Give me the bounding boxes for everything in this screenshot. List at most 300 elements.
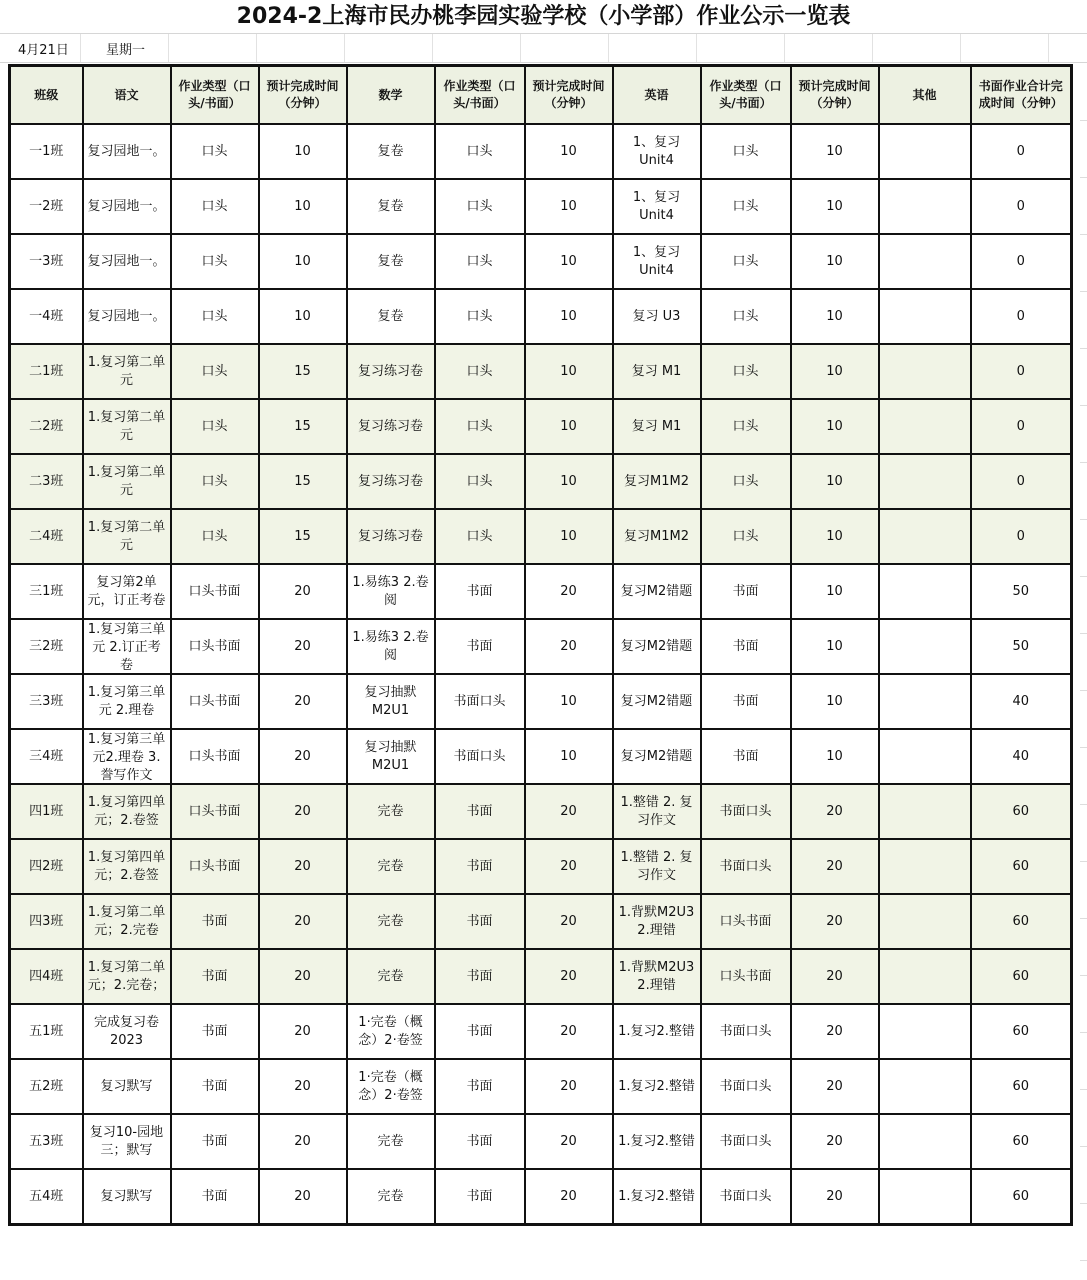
cell-chinese-type [171, 839, 259, 894]
cell-total-time [971, 839, 1072, 894]
cell-text: 1.背默M2U3 2.理错 [618, 904, 695, 938]
cell-text: 复习M2错题 [620, 583, 693, 599]
cell-chinese-type [171, 1004, 259, 1059]
header-english: 英语 [613, 66, 701, 125]
cell-math [347, 619, 435, 674]
cell-chinese [83, 564, 171, 619]
cell-chinese [83, 454, 171, 509]
date-bar [0, 33, 1087, 63]
cell-text: 口头 [732, 418, 759, 434]
cell-class [10, 509, 83, 564]
header-class: 班级 [10, 66, 83, 125]
sheet-grid-edge [1080, 64, 1087, 1264]
cell-english-type [701, 784, 791, 839]
cell-math [347, 894, 435, 949]
header-chinese: 语文 [83, 66, 171, 125]
cell-chinese-type [171, 619, 259, 674]
cell-english-time [791, 344, 879, 399]
cell-other [879, 564, 971, 619]
cell-text: 复卷 [377, 143, 404, 159]
cell-text: 书面 [466, 913, 493, 929]
cell-other [879, 454, 971, 509]
cell-text: 10 [826, 418, 843, 434]
cell-chinese-time [259, 949, 347, 1004]
cell-text: 三3班 [29, 693, 64, 709]
header-math: 数学 [347, 66, 435, 125]
cell-class [10, 619, 83, 674]
cell-text: 五3班 [29, 1133, 64, 1149]
cell-math-type [435, 784, 525, 839]
cell-math-type [435, 344, 525, 399]
cell-text: 三1班 [29, 583, 64, 599]
cell-text: 1、复习Unit4 [632, 244, 681, 278]
cell-text: 复习 U3 [632, 308, 681, 324]
cell-math-type [435, 1059, 525, 1114]
cell-text: 1.易练3 2.卷阅 [352, 629, 429, 663]
cell-math [347, 399, 435, 454]
cell-text: 口头 [732, 143, 759, 159]
cell-text: 1.复习第二单元 [87, 519, 166, 553]
cell-english [613, 619, 701, 674]
cell-chinese [83, 839, 171, 894]
table-row [10, 1059, 1072, 1114]
cell-text: 四2班 [29, 858, 64, 874]
cell-text: 60 [1012, 913, 1030, 929]
cell-math-type [435, 729, 525, 784]
cell-class [10, 1114, 83, 1169]
cell-text: 1.复习第二单元 [87, 464, 166, 498]
cell-text: 20 [560, 1078, 577, 1094]
date-label: 4月21日 [18, 43, 69, 58]
cell-math [347, 1169, 435, 1225]
cell-text: 完卷 [377, 913, 404, 929]
cell-text: 书面口头 [719, 803, 772, 819]
cell-text: 书面口头 [719, 858, 772, 874]
cell-text: 一1班 [29, 143, 64, 159]
cell-class [10, 124, 83, 179]
cell-chinese [83, 729, 171, 784]
cell-text: 复习M1M2 [624, 473, 689, 489]
cell-english-time [791, 784, 879, 839]
cell-total-time [971, 1114, 1072, 1169]
table-row [10, 234, 1072, 289]
cell-text: 口头书面 [188, 748, 241, 764]
cell-text: 20 [294, 1188, 311, 1204]
cell-chinese [83, 949, 171, 1004]
cell-text: 复习园地一。 [87, 143, 166, 159]
cell-text: 10 [560, 198, 577, 214]
cell-text: 60 [1012, 803, 1030, 819]
cell-total-time [971, 1004, 1072, 1059]
cell-chinese [83, 179, 171, 234]
cell-text: 四4班 [29, 968, 64, 984]
cell-english-time [791, 949, 879, 1004]
cell-english [613, 454, 701, 509]
cell-text: 五4班 [29, 1188, 64, 1204]
cell-text: 10 [826, 473, 843, 489]
cell-text: 口头书面 [719, 913, 772, 929]
cell-text: 10 [826, 363, 843, 379]
cell-total-time [971, 179, 1072, 234]
cell-text: 书面 [732, 638, 759, 654]
table-row [10, 674, 1072, 729]
cell-math-time [525, 1169, 613, 1225]
cell-text: 书面 [466, 858, 493, 874]
cell-chinese-type [171, 894, 259, 949]
cell-english-type [701, 619, 791, 674]
cell-total-time [971, 289, 1072, 344]
cell-chinese-type [171, 454, 259, 509]
cell-chinese [83, 784, 171, 839]
cell-text: 复习M2错题 [620, 748, 693, 764]
page-title: 2024-2上海市民办桃李园实验学校（小学部）作业公示一览表 [236, 4, 851, 29]
cell-text: 1.复习第四单元；2.卷签 [87, 794, 166, 828]
cell-text: 口头书面 [719, 968, 772, 984]
cell-text: 口头 [201, 418, 228, 434]
cell-chinese-type [171, 1114, 259, 1169]
cell-text: 口头 [466, 308, 493, 324]
cell-chinese-type [171, 1059, 259, 1114]
cell-english-time [791, 289, 879, 344]
cell-english [613, 1169, 701, 1225]
cell-text: 60 [1012, 1023, 1030, 1039]
cell-other [879, 179, 971, 234]
cell-text: 书面 [201, 968, 228, 984]
cell-text: 1.复习2.整错 [618, 1133, 695, 1149]
cell-total-time [971, 124, 1072, 179]
cell-math-type [435, 839, 525, 894]
cell-text: 20 [294, 858, 311, 874]
cell-total-time [971, 234, 1072, 289]
cell-class [10, 729, 83, 784]
cell-english-time [791, 564, 879, 619]
cell-text: 口头书面 [188, 803, 241, 819]
cell-english-time [791, 509, 879, 564]
cell-text: 1.复习第四单元；2.卷签 [87, 849, 166, 883]
cell-text: 二2班 [29, 418, 64, 434]
cell-text: 完卷 [377, 858, 404, 874]
cell-total-time [971, 619, 1072, 674]
cell-chinese [83, 674, 171, 729]
cell-text: 40 [1012, 748, 1030, 764]
cell-chinese-time [259, 509, 347, 564]
cell-math [347, 234, 435, 289]
cell-other [879, 289, 971, 344]
cell-math-type [435, 399, 525, 454]
cell-text: 60 [1012, 968, 1030, 984]
cell-math [347, 674, 435, 729]
table-row [10, 619, 1072, 674]
cell-english-type [701, 564, 791, 619]
cell-text: 1.复习第二单元 [87, 409, 166, 443]
cell-math-time [525, 784, 613, 839]
cell-text: 10 [826, 748, 843, 764]
cell-math-type [435, 454, 525, 509]
cell-chinese-time [259, 1114, 347, 1169]
table-row [10, 839, 1072, 894]
cell-text: 口头 [201, 363, 228, 379]
cell-text: 书面 [466, 1133, 493, 1149]
cell-class [10, 564, 83, 619]
cell-english [613, 179, 701, 234]
cell-math [347, 564, 435, 619]
cell-text: 10 [294, 253, 311, 269]
cell-text: 20 [294, 1133, 311, 1149]
cell-text: 20 [560, 583, 577, 599]
cell-text: 15 [294, 473, 311, 489]
cell-chinese-type [171, 509, 259, 564]
cell-other [879, 619, 971, 674]
cell-text: 书面 [201, 1133, 228, 1149]
cell-math [347, 729, 435, 784]
cell-text: 口头书面 [188, 583, 241, 599]
cell-math [347, 784, 435, 839]
cell-english-time [791, 179, 879, 234]
cell-english-time [791, 234, 879, 289]
cell-english-time [791, 399, 879, 454]
cell-chinese [83, 1059, 171, 1114]
cell-math-time [525, 894, 613, 949]
cell-math-time [525, 234, 613, 289]
cell-text: 三2班 [29, 638, 64, 654]
cell-math [347, 839, 435, 894]
cell-text: 复习 M1 [631, 363, 682, 379]
cell-text: 40 [1012, 693, 1030, 709]
cell-text: 60 [1012, 1188, 1030, 1204]
cell-text: 15 [294, 418, 311, 434]
cell-text: 口头 [732, 198, 759, 214]
cell-math-type [435, 509, 525, 564]
cell-text: 复习园地一。 [87, 308, 166, 324]
cell-text: 10 [294, 143, 311, 159]
cell-text: 20 [826, 1078, 843, 1094]
cell-other [879, 949, 971, 1004]
cell-text: 1.整错 2. 复习作文 [620, 849, 693, 883]
cell-text: 口头 [201, 473, 228, 489]
header-row [10, 66, 1072, 125]
cell-text: 口头书面 [188, 858, 241, 874]
cell-english-type [701, 289, 791, 344]
cell-text: 口头 [732, 253, 759, 269]
cell-other [879, 344, 971, 399]
cell-text: 口头 [732, 308, 759, 324]
cell-text: 20 [294, 1023, 311, 1039]
cell-math [347, 124, 435, 179]
cell-math-time [525, 509, 613, 564]
cell-chinese-type [171, 1169, 259, 1225]
cell-text: 书面 [732, 693, 759, 709]
cell-text: 10 [294, 308, 311, 324]
cell-text: 二3班 [29, 473, 64, 489]
cell-text: 10 [826, 693, 843, 709]
cell-text: 10 [560, 693, 577, 709]
cell-class [10, 179, 83, 234]
header-english-time: 预计完成时间（分钟） [791, 66, 879, 125]
cell-math-type [435, 674, 525, 729]
cell-text: 二4班 [29, 528, 64, 544]
cell-text: 复习园地一。 [87, 253, 166, 269]
cell-text: 复卷 [377, 253, 404, 269]
cell-text: 复习抽默M2U1 [364, 684, 417, 718]
header-total-time: 书面作业合计完成时间（分钟） [971, 66, 1072, 125]
cell-text: 书面口头 [719, 1133, 772, 1149]
cell-english-type [701, 234, 791, 289]
cell-english [613, 124, 701, 179]
cell-text: 20 [560, 1188, 577, 1204]
cell-english-type [701, 1004, 791, 1059]
cell-text: 0 [1016, 528, 1025, 544]
cell-text: 二1班 [29, 363, 64, 379]
table-row [10, 509, 1072, 564]
cell-text: 复习M1M2 [624, 528, 689, 544]
header-chinese-type: 作业类型（口头/书面） [171, 66, 259, 125]
cell-text: 四1班 [29, 803, 64, 819]
cell-english-type [701, 1169, 791, 1225]
cell-text: 1、复习Unit4 [632, 189, 681, 223]
cell-english-time [791, 674, 879, 729]
cell-text: 口头 [466, 253, 493, 269]
cell-class [10, 674, 83, 729]
cell-english-time [791, 839, 879, 894]
cell-text: 1.易练3 2.卷阅 [352, 574, 429, 608]
cell-other [879, 509, 971, 564]
cell-chinese-time [259, 289, 347, 344]
cell-english-time [791, 124, 879, 179]
cell-text: 0 [1016, 253, 1025, 269]
cell-math-time [525, 949, 613, 1004]
cell-total-time [971, 344, 1072, 399]
cell-math [347, 289, 435, 344]
cell-text: 书面 [201, 1023, 228, 1039]
cell-text: 10 [294, 198, 311, 214]
cell-chinese-time [259, 234, 347, 289]
cell-text: 书面 [466, 968, 493, 984]
cell-text: 复习M2错题 [620, 638, 693, 654]
header-chinese-time: 预计完成时间（分钟） [259, 66, 347, 125]
cell-class [10, 399, 83, 454]
cell-text: 复习练习卷 [357, 528, 423, 544]
cell-english [613, 894, 701, 949]
cell-english-type [701, 949, 791, 1004]
cell-english [613, 674, 701, 729]
cell-math-time [525, 839, 613, 894]
cell-text: 1·完卷（概念）2·卷签 [358, 1014, 423, 1048]
cell-other [879, 399, 971, 454]
cell-total-time [971, 674, 1072, 729]
cell-text: 20 [294, 913, 311, 929]
cell-math-type [435, 124, 525, 179]
cell-text: 完卷 [377, 1133, 404, 1149]
cell-text: 复习 M1 [631, 418, 682, 434]
cell-english-time [791, 619, 879, 674]
cell-text: 1.复习2.整错 [618, 1188, 695, 1204]
cell-class [10, 839, 83, 894]
cell-text: 五1班 [29, 1023, 64, 1039]
cell-text: 10 [826, 143, 843, 159]
cell-math [347, 1059, 435, 1114]
cell-text: 15 [294, 363, 311, 379]
cell-math-time [525, 1059, 613, 1114]
cell-text: 口头 [201, 528, 228, 544]
homework-table [8, 64, 1073, 1226]
table-row [10, 894, 1072, 949]
cell-english-type [701, 344, 791, 399]
cell-math-time [525, 564, 613, 619]
cell-chinese [83, 619, 171, 674]
cell-english [613, 564, 701, 619]
cell-text: 书面 [466, 1023, 493, 1039]
cell-english-type [701, 1114, 791, 1169]
cell-text: 1·完卷（概念）2·卷签 [358, 1069, 423, 1103]
cell-text: 口头 [201, 308, 228, 324]
cell-math-type [435, 619, 525, 674]
cell-english [613, 1004, 701, 1059]
cell-english-time [791, 1114, 879, 1169]
cell-chinese-time [259, 784, 347, 839]
cell-chinese-time [259, 124, 347, 179]
cell-english [613, 949, 701, 1004]
cell-math [347, 509, 435, 564]
table-row [10, 179, 1072, 234]
cell-text: 复习10-园地三；默写 [89, 1124, 164, 1158]
cell-text: 完成复习卷2023 [93, 1014, 159, 1048]
header-other: 其他 [879, 66, 971, 125]
cell-text: 0 [1016, 418, 1025, 434]
weekday-label: 星期一 [106, 43, 146, 58]
cell-text: 复卷 [377, 198, 404, 214]
cell-other [879, 784, 971, 839]
cell-text: 0 [1016, 308, 1025, 324]
cell-text: 10 [560, 473, 577, 489]
cell-chinese-type [171, 949, 259, 1004]
cell-english-type [701, 839, 791, 894]
cell-text: 口头 [466, 528, 493, 544]
cell-chinese-time [259, 894, 347, 949]
cell-class [10, 894, 83, 949]
cell-text: 1.复习第二单元；2.完卷 [87, 904, 166, 938]
cell-text: 复习园地一。 [87, 198, 166, 214]
cell-text: 10 [560, 253, 577, 269]
cell-text: 书面 [466, 638, 493, 654]
header-english-type: 作业类型（口头/书面） [701, 66, 791, 125]
header-math-type: 作业类型（口头/书面） [435, 66, 525, 125]
cell-class [10, 1169, 83, 1225]
cell-text: 三4班 [29, 748, 64, 764]
cell-chinese-type [171, 124, 259, 179]
table-row [10, 784, 1072, 839]
cell-text: 20 [560, 913, 577, 929]
cell-chinese [83, 234, 171, 289]
cell-other [879, 729, 971, 784]
table-row [10, 454, 1072, 509]
cell-chinese [83, 1114, 171, 1169]
cell-text: 复习练习卷 [357, 473, 423, 489]
cell-english [613, 289, 701, 344]
table-row [10, 399, 1072, 454]
cell-text: 口头 [732, 363, 759, 379]
cell-chinese-time [259, 564, 347, 619]
cell-chinese-type [171, 674, 259, 729]
cell-math-type [435, 1169, 525, 1225]
cell-english [613, 344, 701, 399]
table-row [10, 1114, 1072, 1169]
cell-text: 口头书面 [188, 693, 241, 709]
cell-math [347, 1004, 435, 1059]
cell-text: 1.背默M2U3 2.理错 [618, 959, 695, 993]
cell-english [613, 784, 701, 839]
cell-total-time [971, 1059, 1072, 1114]
cell-text: 0 [1016, 363, 1025, 379]
